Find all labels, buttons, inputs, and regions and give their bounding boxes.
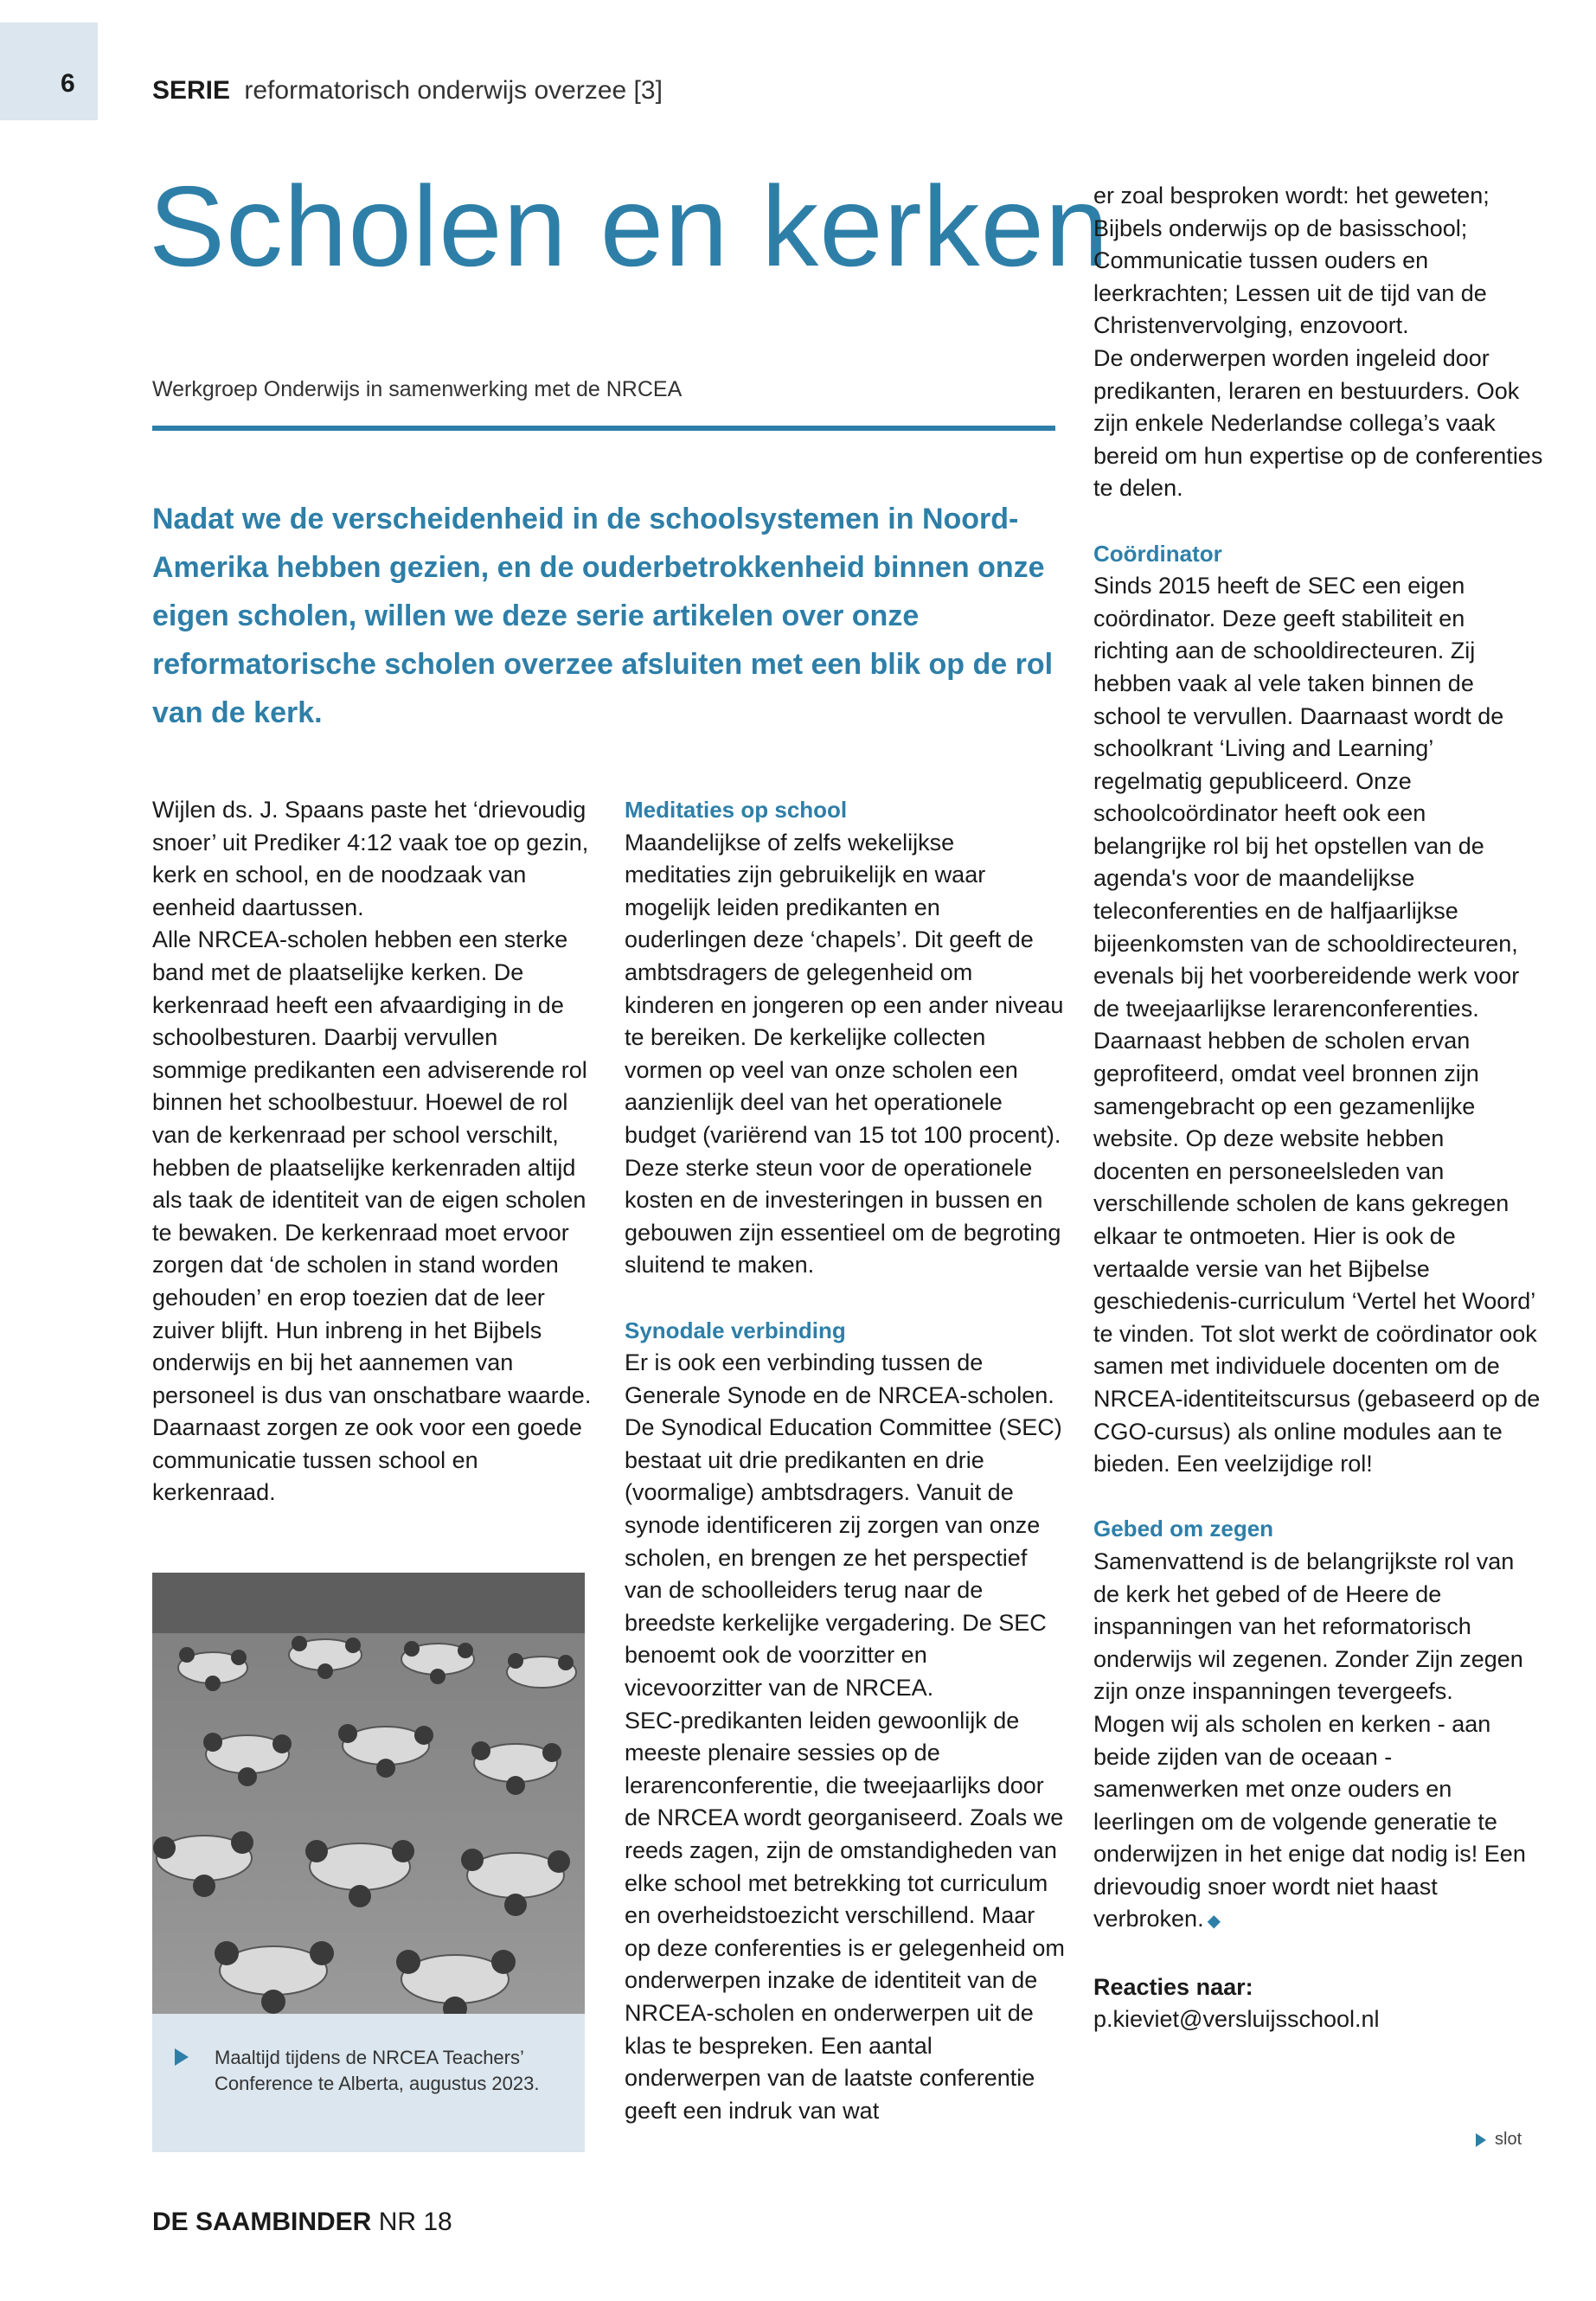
intro-paragraph: Nadat we de verscheidenheid in de schoolsystemen in Noord-Amerika hebben gezien, en de ouderbetrokkenheid binnen onze eigen scholen, willen we deze serie artikelen over onze reformatorische scholen overzee afsluiten met een blik op de rol van de kerk. (152, 503, 1054, 729)
end-marker (1476, 2130, 1522, 2150)
contact-email[interactable]: p.kieviet@versluijsschool.nl (1093, 2006, 1380, 2033)
series-title: reformatorisch onderwijs overzee [3] (244, 76, 663, 105)
col1-paragraph-1: Wijlen ds. J. Spaans paste het ‘drievoudig snoer’ uit Prediker 4:12 vaak toe op gezin, kerk en school, en de noodzaak van eenheid daartussen. (152, 797, 589, 920)
heading-synodale: Synodale verbinding (625, 1317, 846, 1343)
footer (152, 2208, 452, 2237)
page-number: 6 (61, 69, 75, 98)
col2-paragraph-1: Maandelijkse of zelfs wekelijkse meditaties zijn gebruikelijk en waar mogelijk leiden predikanten en ouderlingen deze ‘chapels’. Dit geeft de ambtsdragers de gelegenheid om kinderen en jongeren op een ander niveau te bereiken. De kerkelijke collecten vormen op veel van onze scholen een aanzienlijk deel van het operationele budget (variërend van 15 tot 100 procent). Deze sterke steun voor de operationele kosten en de investeringen in bussen en gebouwen zijn essentieel om de begroting sluitend te maken. (625, 829, 1064, 1279)
slot-label: slot (1495, 2130, 1522, 2149)
series-label: SERIE (152, 76, 231, 105)
col1-paragraph-2: Alle NRCEA-scholen hebben een sterke band met de plaatselijke kerken. De kerkenraad heeft een afvaardiging in de schoolbesturen. Daarbij vervullen sommige predikanten een adviserende rol binnen het schoolbestuur. Hoewel de rol van de kerkenraad per school verschilt, hebben de plaatselijke kerkenraden altijd als taak de identiteit van de eigen scholen te bewaken. De kerkenraad moet ervoor zorgen dat ‘de scholen in stand worden gehouden’ en erop toezien dat de leer zuiver blijft. Hun inbreng in het Bijbels onderwijs en bij het aannemen van personeel is dus van onschatbare waarde. Daarnaast zorgen ze ook voor een goede communicatie tussen school en kerkenraad. (152, 926, 592, 1506)
photo-caption: Maaltijd tijdens de NRCEA Teachers’ Conference te Alberta, augustus 2023. (215, 2047, 540, 2094)
byline: Werkgroep Onderwijs in samenwerking met de NRCEA (152, 377, 683, 401)
col2-paragraph-2: Er is ook een verbinding tussen de Generale Synode en de NRCEA-scholen. De Synodical Education Committee (SEC) bestaat uit drie predikanten en drie (voormalige) ambtsdragers. Vanuit de synode identificeren zij zorgen van onze scholen, en brengen ze het perspectief van de schoolleiders terug naar de breedste kerkelijke vergadering. De SEC benoemt ook de voorzitter en vicevoorzitter van de NRCEA. (625, 1349, 1062, 1702)
col3-paragraph-0: er zoal besproken wordt: het geweten; Bijbels onderwijs op de basisschool; Communicatie tussen ouders en leerkrachten; Lessen uit de tijd van de Christenvervolging, enzovoort. (1093, 183, 1490, 339)
closing-text: Mogen wij als scholen en kerken - aan beide zijden van de oceaan - samenwerken met onze ouders en leerlingen om de volgende generatie te onderwijzen in het enige dat nodig is! Een drievoudig snoer wordt niet haast verbroken. (1093, 1710, 1526, 1932)
issue-number: NR 18 (378, 2208, 452, 2236)
title-divider (152, 426, 1055, 431)
column-3 (1093, 180, 1543, 2036)
col3-paragraph-3: Daarnaast hebben de scholen ervan geprofiteerd, omdat veel bronnen zijn samengebracht op een gezamenlijke website. Op deze website hebben docenten en personeelsleden van verschillende scholen de kans gekregen elkaar te ontmoeten. Hier is ook de vertaalde versie van het Bijbelse geschiedenis-curriculum ‘Vertel het Woord’ te vinden. Tot slot werkt de coördinator ook samen met individuele docenten om de NRCEA-identiteitscursus (gebaseerd op de CGO-cursus) als online modules aan te bieden. Een veelzijdige rol! (1093, 1028, 1541, 1477)
column-2 (625, 794, 1066, 2127)
caption-arrow-icon (175, 2048, 189, 2066)
col3-paragraph-2: Sinds 2015 heeft de SEC een eigen coördinator. Deze geeft stabiliteit en richting aan de schooldirecteuren. Zij hebben vaak al vele taken binnen de school te vervullen. Daarnaast wordt de schoolkrant ‘Living and Learning’ regelmatig gepubliceerd. Onze schoolcoördinator heeft ook een belangrijke rol bij het opstellen van de agenda's voor de maandelijkse teleconferenties en de halfjaarlijkse bijeenkomsten van de schooldirecteuren, evenals bij het voorbereidende werk voor de tweejaarlijkse lerarenconferenties. (1093, 573, 1520, 1022)
col2-paragraph-3: SEC-predikanten leiden gewoonlijk de meeste plenaire sessies op de lerarenconferentie, die tweejaarlijks door de NRCEA wordt georganiseerd. Zoals we reeds zagen, zijn de omstandigheden van elke school met betrekking tot curriculum en overheidstoezicht verschillend. Maar op deze conferenties is er gelegenheid om onderwerpen inzake de identiteit van de NRCEA-scholen en onderwerpen uit de klas te bespreken. Een aantal onderwerpen van de laatste conferentie geeft een indruk van wat (625, 1707, 1065, 2124)
slot-arrow-icon (1476, 2133, 1486, 2147)
photo-caption-box (152, 2014, 585, 2152)
article-title: Scholen en kerken (149, 163, 1110, 290)
series-header (152, 76, 663, 106)
conference-photo (152, 1573, 585, 2014)
photo-illustration (152, 1573, 585, 2014)
col3-paragraph-5 (1093, 1708, 1543, 1939)
page-number-box (0, 22, 98, 120)
end-diamond-icon: ◆ (1207, 1912, 1221, 1932)
column-1 (152, 794, 593, 1509)
heading-meditaties: Meditaties op school (625, 797, 848, 823)
heading-gebed: Gebed om zegen (1093, 1516, 1274, 1542)
magazine-name: DE SAAMBINDER (152, 2208, 372, 2236)
col3-paragraph-1: De onderwerpen worden ingeleid door predikanten, leraren en bestuurders. Ook zijn enkele Nederlandse collega’s vaak bereid om hun expertise op de conferenties te delen. (1093, 344, 1543, 502)
reactions-label: Reacties naar: (1093, 1973, 1253, 2000)
heading-coordinator: Coördinator (1093, 540, 1222, 567)
col3-paragraph-4: Samenvattend is de belangrijkste rol van de kerk het gebed of de Heere de inspanningen van het reformatorisch onderwijs wil zegenen. Zonder Zijn zegen zijn onze inspanningen tevergeefs. (1093, 1548, 1523, 1705)
